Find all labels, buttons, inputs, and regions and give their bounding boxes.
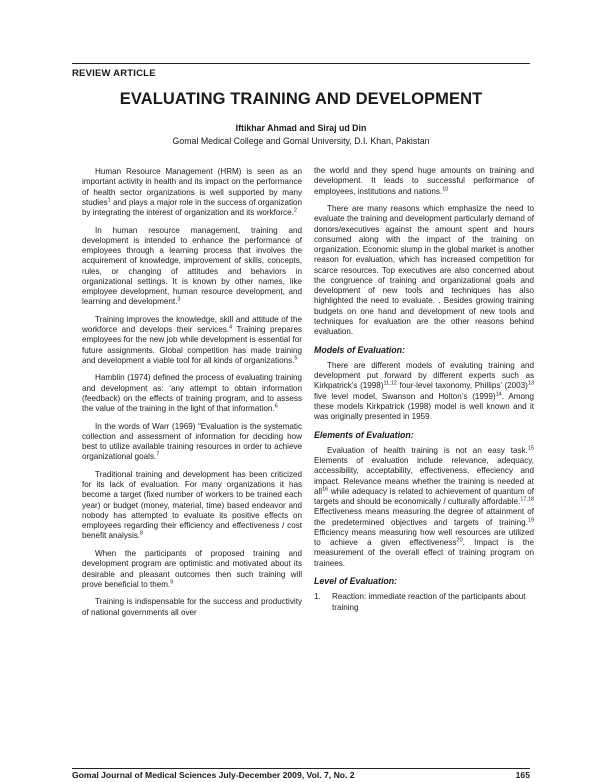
paragraph: In human resource management, training and development is intended to enhance the performance of employees through a learning process that involves the acquirement of knowledge, improvement of skills, concepts, rules, or changing of attitudes and behaviors in organizational settings. It is known by other names, like employee development, human resource development, and learning and development.$^3$ <box>82 225 302 307</box>
right-column <box>314 166 534 613</box>
citation-ref: 20 <box>456 537 463 544</box>
list-text: Reaction: immediate reaction of the participants about training <box>332 592 526 612</box>
citation-ref: 8 <box>140 530 144 537</box>
article-title: EVALUATING TRAINING AND DEVELOPMENT <box>119 90 483 108</box>
paragraph: When the participants of proposed training and development program are optimistic and motivated about its desirable and pleasant outcomes then such training will prove beneficial to them.$^9$ <box>82 549 302 589</box>
footer-rule <box>72 768 530 769</box>
paragraph: Hamblin (1974) defined the process of evaluating training and development as: ‘any attempt to obtain information (feedback) on the effects of training program, and to assess the value of the training in the light of that information.$^6$ <box>82 373 302 414</box>
paragraph: Evaluation of health training is not an easy task.$^{15}$ Elements of evaluation include relevance, adequacy, accessibility, acceptability, effectiveness, effeciency and impact. Relevance means whether the training is needed at all$^{16}$ while adequacy is related to achievement of quantum of targets and should be economically / culturally affordable.$^{17,18}$ Effectiveness means measuring the degree of attainment of the predetermined objectives and targets of training.$^{19}$ Efficiency means measuring how well resources are utilized to achieve a given effectiveness$^{20}$. Impact is the measurement of the overall effect of training program on trainees. <box>314 445 534 568</box>
citation-ref: 13 <box>527 380 535 387</box>
citation-ref: 19 <box>527 516 534 523</box>
paragraph: Human Resource Management (HRM) is seen as an important activity in health and its impact on the performance of health sector organizations is well supported by many studies$^1$ and plays a major role in the success of organization by integrating the interest of organization and its workforce.$^2$ <box>82 167 302 217</box>
footer <box>72 770 530 782</box>
left-column <box>82 167 302 625</box>
citation-ref: 16 <box>322 486 329 493</box>
paragraph: the world and they spend huge amounts on training and development. It leads to successful performance of employees, institutions and nations.$^{10}$ <box>314 166 534 196</box>
citation-ref: 10 <box>442 185 449 192</box>
citation-ref: 1 <box>107 197 111 204</box>
section-heading-elements: Elements of Evaluation: <box>314 429 414 440</box>
evaluation-level-list <box>314 592 534 613</box>
paragraph: There are different models of evaluting training and development put forward by different experts such as Kirkpatrick’s $(1998)^{11,12}$ four-level taxonomy, Phillips’ $(2003)^{13}$ five level model, Swanson and Holton’s $(1999)^{14}$. Among these models Kirkpatrick (1998) model is well known and it was originally presented in 1959. <box>314 360 535 422</box>
list-item <box>314 592 534 613</box>
paragraph: Training improves the knowledge, skill and attitude of the workforce and develops their services.$^4$ Training prepares employees for the new job while development is essential for future assignments. Global competition has made training and development a viable tool for all kinds of organizations.$^5$ <box>82 314 302 365</box>
paragraph: Traditional training and development has been criticized for its lack of evaluation. For many organizations it has become a target (fixed number of workers to be trained each year) or budget (money, material, time) based endeavor and nobody has attempted to evaluate its positive effects on employees regarding their efficiency and effectiveness / cost benefit analysis.$^8$ <box>82 469 302 541</box>
citation-ref: 5 <box>294 355 298 362</box>
page-number: 165 <box>515 770 530 780</box>
section-heading-level: Level of Evaluation: <box>314 576 398 587</box>
citation-ref: 17,18 <box>520 496 534 503</box>
citation-ref: 11,12 <box>383 380 397 387</box>
journal-citation: Gomal Journal of Medical Sciences July-December 2009, Vol. 7, No. 2 <box>72 770 355 780</box>
citation-ref: 2 <box>293 207 297 214</box>
article-type-label: REVIEW ARTICLE <box>72 68 156 79</box>
citation-ref: 3 <box>177 296 181 303</box>
citation-ref: 6 <box>274 403 278 410</box>
paragraph: Training is indispensable for the success and productivity of national governments all over <box>82 597 302 617</box>
paragraph: In the words of Warr (1969) “Evaluation is the systematic collection and assessment of information for deciding how best to utilize available training resources in order to achieve organizational goals.$^7$ <box>82 421 302 462</box>
citation-ref: 9 <box>170 579 174 586</box>
list-number: 1. <box>314 592 321 602</box>
authors-line: Iftikhar Ahmad and Siraj ud Din <box>235 123 367 133</box>
citation-ref: 14 <box>495 390 502 397</box>
header-rule <box>72 63 530 64</box>
paragraph: There are many reasons which emphasize the need to evaluate the training and development particularly demand of donors/executives against the amount spent and hours consumed along with the impact of the training on organization. Economic slump in the global market is another reason for evaluation, which has increased competition for scarce resources. Top executives are also concerned about the congruence of training and organizational goals and development of new tools and techniques has also highlighted the need to evaluate. . Besides growing training budgets on one hand and development of new tools and techniques for evaluation are the other reasons behind evaluation. <box>314 204 534 337</box>
citation-ref: 15 <box>527 445 534 452</box>
citation-ref: 7 <box>156 451 160 458</box>
citation-ref: 4 <box>229 324 233 331</box>
affiliation-line: Gomal Medical College and Gomal University, D.I. Khan, Pakistan <box>172 136 430 146</box>
section-heading-models: Models of Evaluation: <box>314 344 405 355</box>
